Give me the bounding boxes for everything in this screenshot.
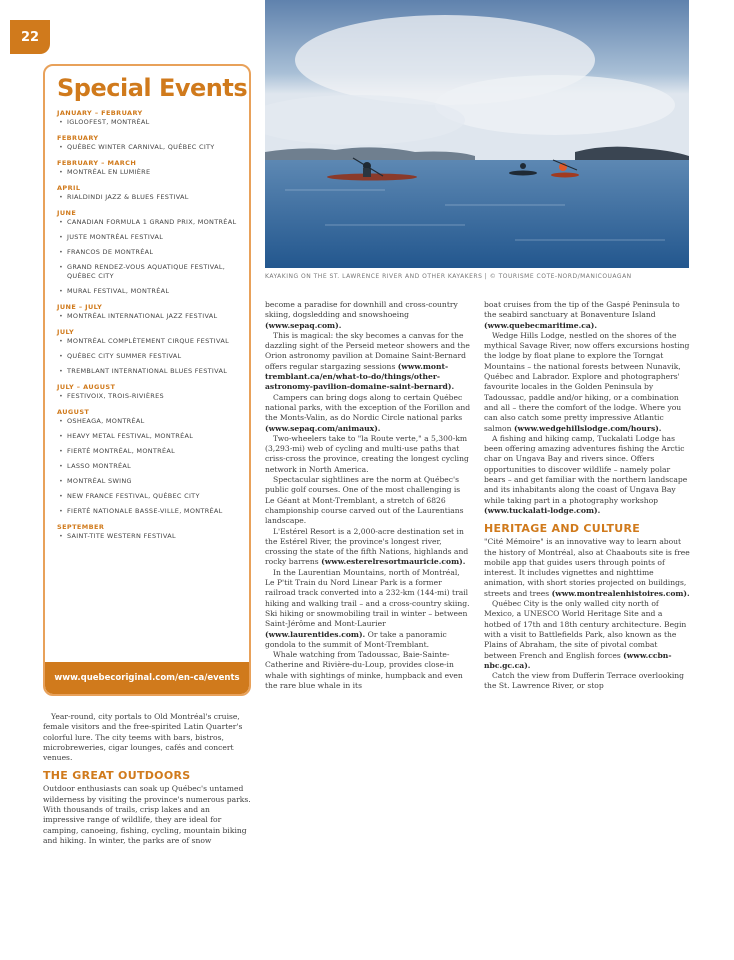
paragraph-text: In the Laurentian Mountains, north of Montréal, Le P'tit Train du Nord Linear Park is a former railroad track converted into a 232-km (144-mi) trail hiking and walking trail – and a cross-country skiing. Ski hiking or snowmobiling trail in winter – between Saint-Jérôme and Mont-Laurier — [265, 567, 470, 629]
event-month: JUNE – JULY — [57, 303, 103, 311]
event-month: FEBRUARY — [57, 134, 99, 142]
paragraph: Year-round, city portals to Old Montréal's cruise, female visitors and the free-spirited Latin Quarter's colorful lure. The city teems with bars, bistros, microbreweries, cigar lounges, cafés and concert venues. — [43, 712, 243, 763]
event-item: • HEAVY METAL FESTIVAL, MONTRÉAL — [57, 432, 239, 441]
paragraph — [265, 300, 471, 331]
event-group — [45, 133, 249, 152]
paragraph — [484, 331, 690, 434]
event-month: FEBRUARY – MARCH — [57, 159, 137, 167]
paragraph — [265, 393, 471, 434]
paragraph-text: "Cité Mémoire" is an innovative way to learn about the history of Montréal, also at Chaabouts site is free mobile app that guides users through points of interest. It includes vignettes and nighttime animation, with short stories projected on buildings, streets and trees — [484, 537, 690, 598]
special-events-sidebar — [43, 64, 251, 696]
paragraph-text: L'Estérel Resort is a 2,000-acre destination set in the Estérel River, the province's longest river, crossing the state of the fifth Nations, highlands and rocky barrens — [265, 526, 469, 567]
section-heading-outdoors: THE GREAT OUTDOORS — [43, 769, 191, 783]
event-item: • RIALDINDI JAZZ & BLUES FESTIVAL — [57, 193, 239, 202]
event-item: • TREMBLANT INTERNATIONAL BLUES FESTIVAL — [57, 367, 239, 376]
event-item: • IGLOOFEST, MONTRÉAL — [57, 118, 239, 127]
link-quebecmaritime[interactable]: (www.quebecmaritime.ca). — [484, 320, 598, 330]
event-item: • SAINT-TITE WESTERN FESTIVAL — [57, 532, 239, 541]
paragraph: Spectacular sightlines are the norm at Québec's public golf courses. One of the most challenging is Le Géant at Mont-Tremblant, a stretch of 6826 championship course carved out of the Laurentians landscape. — [265, 475, 464, 526]
paragraph-text: become a paradise for downhill and cross-country skiing, dogsledding and snowshoeing — [265, 300, 458, 320]
event-group — [45, 158, 249, 177]
event-group — [45, 183, 249, 202]
paragraph-text: This is magical: the sky becomes a canvas for the dazzling sight of the Perseid meteor showers and the Orion astronomy pavilion at Domaine Saint-Bernard offers regular stargazing sessions — [265, 330, 470, 371]
event-item: • MURAL FESTIVAL, MONTRÉAL — [57, 287, 239, 296]
body-column-right — [484, 300, 690, 692]
event-item: • NEW FRANCE FESTIVAL, QUÉBEC CITY — [57, 492, 239, 501]
event-month: JANUARY – FEBRUARY — [57, 109, 143, 117]
event-month: JUNE — [57, 209, 77, 217]
event-item: • FIERTÉ NATIONALE BASSE-VILLE, MONTRÉAL — [57, 507, 239, 516]
sidebar-title: Special Events — [57, 74, 248, 102]
event-group — [45, 382, 249, 401]
link-tuckalati[interactable]: (www.tuckalati-lodge.com). — [484, 505, 601, 515]
event-item: • MONTRÉAL SWING — [57, 477, 239, 486]
link-laurentides[interactable]: (www.laurentides.com). — [265, 629, 366, 639]
paragraph-text: Campers can bring dogs along to certain Québec national parks, with the exception of the Forillon and the Monts-Valin, as do Nordic Circle national parks — [265, 392, 471, 423]
event-item: • OSHEAGA, MONTRÉAL — [57, 417, 239, 426]
body-column-left — [43, 712, 251, 846]
events-list — [45, 108, 249, 541]
event-item: • QUÉBEC WINTER CARNIVAL, QUÉBEC CITY — [57, 143, 239, 152]
event-item: • MONTRÉAL EN LUMIÈRE — [57, 168, 239, 177]
paragraph: Whale watching from Tadoussac, Baie-Sainte-Catherine and Rivière-du-Loup, provides close-in whale with sightings of minke, humpback and even the rare blue whale in its — [265, 650, 463, 690]
event-item: • JUSTE MONTRÉAL FESTIVAL — [57, 233, 239, 242]
paragraph — [484, 537, 690, 599]
event-item: • FESTIVOIX, TROIS-RIVIÈRES — [57, 392, 239, 401]
body-column-middle — [265, 300, 471, 691]
link-sepaq-animals[interactable]: (www.sepaq.com/animaux). — [265, 423, 381, 433]
event-group — [45, 302, 249, 321]
paragraph-text: Or take a panoramic gondola to the summit of Mont-Tremblant. — [265, 629, 447, 649]
section-heading-heritage: HERITAGE AND CULTURE — [484, 522, 641, 536]
event-group — [45, 327, 249, 376]
paragraph — [265, 331, 471, 393]
kayak-photo — [265, 0, 689, 268]
paragraph — [484, 599, 690, 671]
paragraph — [265, 527, 471, 568]
paragraph: Catch the view from Dufferin Terrace overlooking the St. Lawrence River, or stop — [484, 671, 685, 691]
link-montrealenhistoires[interactable]: (www.montrealenhistoires.com). — [551, 588, 690, 598]
event-item: • QUÉBEC CITY SUMMER FESTIVAL — [57, 352, 239, 361]
event-group — [45, 407, 249, 516]
paragraph-text: boat cruises from the tip of the Gaspé Peninsula to the seabird sanctuary at Bonaventure Island — [484, 300, 680, 320]
event-month: APRIL — [57, 184, 81, 192]
events-link[interactable]: www.quebecoriginal.com/en-ca/events — [45, 662, 249, 694]
paragraph — [265, 568, 471, 650]
paragraph — [484, 300, 690, 331]
event-item: • FIERTÉ MONTRÉAL, MONTRÉAL — [57, 447, 239, 456]
event-item: • MONTRÉAL INTERNATIONAL JAZZ FESTIVAL — [57, 312, 239, 321]
link-ccbn[interactable]: (www.ccbn-nbc.gc.ca). — [484, 650, 672, 670]
event-month: JULY — [57, 328, 75, 336]
link-esterel[interactable]: (www.esterelresortmauricie.com). — [321, 557, 466, 567]
event-group — [45, 108, 249, 127]
event-group — [45, 208, 249, 296]
event-group — [45, 522, 249, 541]
paragraph — [484, 434, 690, 516]
event-month: JULY – AUGUST — [57, 383, 116, 391]
photo-caption: KAYAKING ON THE ST. LAWRENCE RIVER AND OTHER KAYAKERS | © TOURISME CÔTE-NORD/MANICOUAGAN — [265, 273, 632, 280]
event-month: SEPTEMBER — [57, 523, 105, 531]
event-item: • MONTRÉAL COMPLÈTEMENT CIRQUE FESTIVAL — [57, 337, 239, 346]
event-month: AUGUST — [57, 408, 90, 416]
paragraph-text: Québec City is the only walled city north of Mexico, a UNESCO World Heritage Site and a hotbed of 17th and 18th century architecture. Begin with a visit to Battlefields Park, also known as the Plains of Abraham, the site of pivotal combat between French and English forces — [484, 599, 687, 660]
page-number: 22 — [10, 20, 50, 54]
event-item: • GRAND RENDEZ-VOUS AQUATIQUE FESTIVAL, QUÉBEC CITY — [57, 263, 239, 281]
paragraph-text: Wedge Hills Lodge, nestled on the shores of the mythical Savage River, now offers excursions hosting the lodge by float plane to explore the Torngat Mountains – the national forests between Nunavik, Québec and Labrador. Explore and photographers' favourite locales in the Golden Peninsula by Tadoussac, paddle and/or hiking, or a combination and all – there the comfort of the lodge. Where you can also catch some pretty impressive Atlantic salmon — [484, 330, 690, 433]
event-item: • CANADIAN FORMULA 1 GRAND PRIX, MONTRÉAL — [57, 218, 239, 227]
link-astronomy[interactable]: (www.mont-tremblant.ca/en/what-to-do/things/other-astronomy-pavilion-domaine-saint-bernard). — [265, 361, 455, 392]
event-item: • FRANCOS DE MONTRÉAL — [57, 248, 239, 257]
paragraph: Outdoor enthusiasts can soak up Québec's untamed wilderness by visiting the province's numerous parks. With thousands of trails, crisp lakes and an impressive range of wildlife, they are ideal for camping, canoeing, fishing, cycling, mountain biking and hiking. In winter, the parks are of snow — [43, 784, 251, 845]
link-wedgehills[interactable]: (www.wedgehillslodge.com/hours). — [513, 423, 662, 433]
link-sepaq[interactable]: (www.sepaq.com). — [265, 320, 342, 330]
event-item: • LASSO MONTRÉAL — [57, 462, 239, 471]
paragraph: Two-wheelers take to "la Route verte," a 5,300-km (3,293-mi) web of cycling and multi-use paths that criss-cross the province, creating the longest cycling network in North America. — [265, 433, 469, 474]
paragraph-text: A fishing and hiking camp, Tuckalati Lodge has been offering amazing adventures fishing the Arctic char on Ungava Bay and rivers since. Offers opportunities to discover wildlife – namely polar bears – and get familiar with the northern landscape and its inhabitants along the coast of Ungava Bay while taking part in a photography workshop — [484, 433, 688, 505]
